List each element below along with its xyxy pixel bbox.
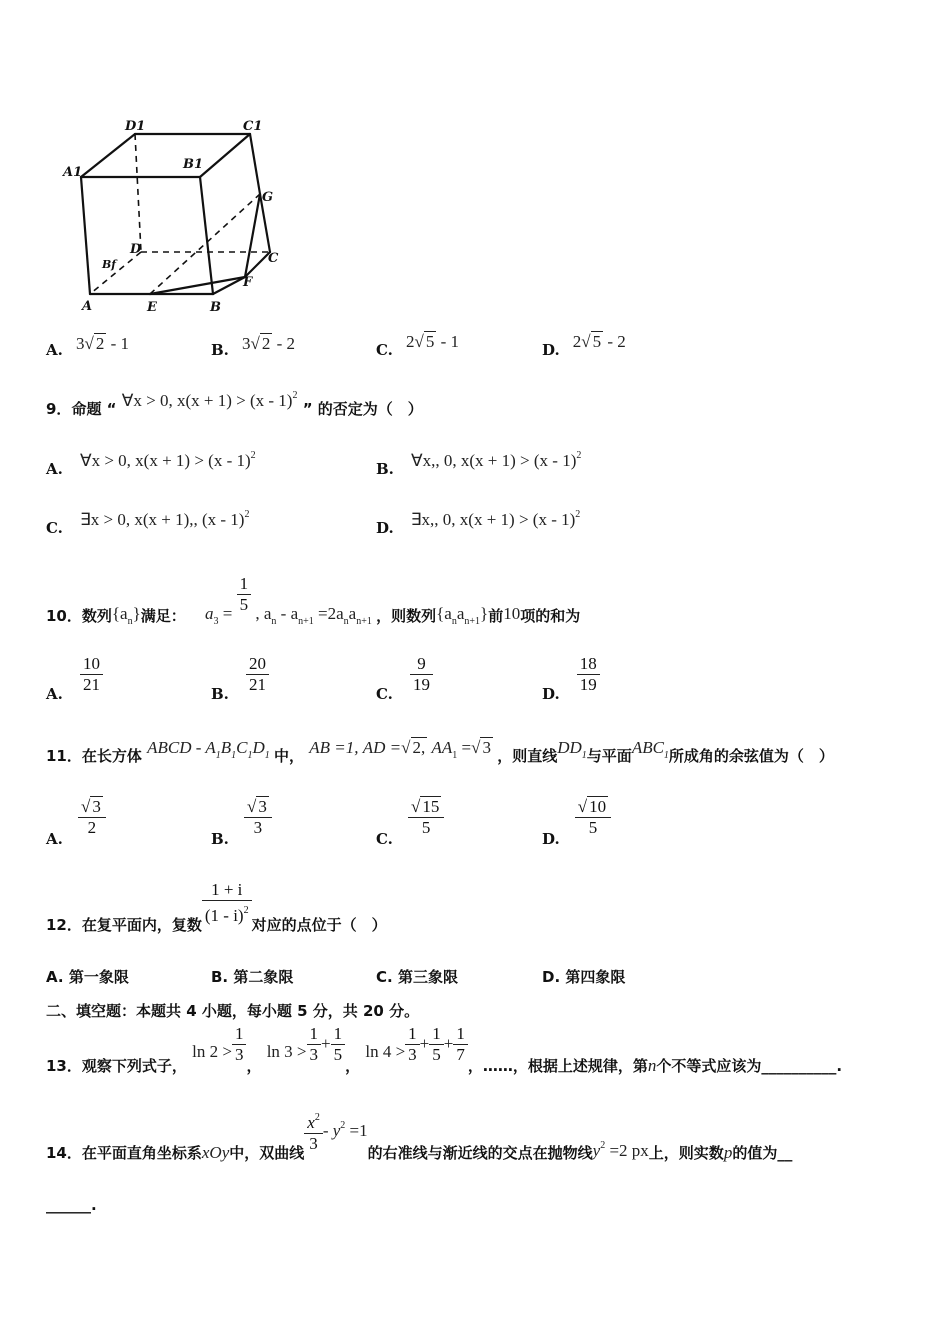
numerator: 1 <box>453 1024 468 1045</box>
radicand: 2, <box>412 738 426 757</box>
math: + <box>443 1034 454 1053</box>
option-letter: A. <box>46 968 64 986</box>
q11-option-d[interactable]: D. $\frac{√ 10}{5}$ <box>542 797 611 838</box>
text: 中，双曲线 <box>229 1143 305 1162</box>
denominator: 5 <box>432 1045 441 1064</box>
option-letter: A. <box>46 685 63 703</box>
label-g: G <box>262 190 274 205</box>
denominator: 2 <box>87 818 97 837</box>
text: . <box>836 1057 843 1075</box>
denominator: 3 <box>309 1134 318 1153</box>
sub: n+1 <box>298 616 314 627</box>
option-letter: D. <box>542 830 560 848</box>
text: 在长方体 <box>81 747 142 765</box>
q8-option-d[interactable]: D. 2√ 5 - 2 <box>542 332 626 359</box>
coef: 2 <box>572 332 582 351</box>
cuboid-figure <box>55 112 295 317</box>
text: 在平面直角坐标系 <box>81 1143 202 1162</box>
denominator: 3 <box>234 1045 244 1064</box>
coef: 3 <box>242 334 251 353</box>
sup: 2 <box>314 1112 320 1123</box>
math: p <box>723 1142 733 1162</box>
sup: 2 <box>243 905 249 916</box>
label-b1: B1 <box>183 157 204 172</box>
radicand: 3 <box>482 738 491 757</box>
radicand: 3 <box>258 797 267 816</box>
tail: - 2 <box>276 334 296 353</box>
text: ， <box>345 1057 361 1075</box>
sup: 2 <box>575 509 581 520</box>
option-letter: D. <box>542 685 560 703</box>
math: + <box>321 1034 331 1053</box>
option-letter: B. <box>376 460 394 478</box>
answer-blank[interactable]: 的值为__ <box>732 1143 793 1162</box>
math: AA <box>431 738 453 757</box>
sub: n <box>343 616 349 627</box>
math: D <box>252 738 265 757</box>
denominator: 5 <box>588 818 598 837</box>
label-a1: A1 <box>63 165 83 180</box>
question-number: 12． <box>46 915 82 934</box>
label-d1: D1 <box>125 119 146 134</box>
text: 与平面 <box>586 747 632 765</box>
text: 对应的点位于（ ） <box>251 915 387 934</box>
q10-option-a[interactable] <box>46 654 103 703</box>
label-c: C <box>268 251 279 266</box>
q10-option-c[interactable] <box>376 654 433 703</box>
label-f: F <box>243 275 253 290</box>
math: = <box>222 604 233 623</box>
q12-option-c[interactable] <box>376 966 458 987</box>
label-bf: Bf <box>102 258 117 271</box>
count: 10 <box>503 604 521 623</box>
expr: ∃x,, 0, x(x + 1) > (x - 1) <box>410 510 576 529</box>
option-letter: B. <box>211 341 229 359</box>
q12-option-a[interactable] <box>46 966 129 987</box>
numerator: 1 + i <box>202 880 252 901</box>
question-number: 13． <box>46 1057 82 1075</box>
sub: n <box>451 616 457 627</box>
option-letter: A. <box>46 341 63 359</box>
sub: 1 <box>215 750 221 761</box>
q9-option-c[interactable] <box>46 509 250 538</box>
text: 中， <box>274 747 305 765</box>
math: AB =1, <box>309 738 359 757</box>
numerator: x <box>307 1113 315 1132</box>
label-a: A <box>82 299 93 314</box>
q9-stem <box>46 390 423 419</box>
math: } <box>480 604 489 623</box>
math: =2a <box>318 604 344 623</box>
label-e: E <box>147 300 157 315</box>
section-title: 二、填空题：本题共 4 小题，每小题 5 分，共 20 分。 <box>46 1002 420 1020</box>
q10-option-d[interactable] <box>542 654 600 703</box>
sub: n+1 <box>356 616 372 627</box>
coef: 3 <box>75 334 85 353</box>
denominator: (1 - i) <box>204 906 244 925</box>
math: ln 4 > <box>365 1042 406 1061</box>
q12-option-b[interactable] <box>211 966 293 987</box>
text: 观察下列式子， <box>81 1057 187 1075</box>
q8-option-c[interactable]: C. 2√ 5 - 1 <box>376 332 460 359</box>
sup: 2 <box>244 509 250 520</box>
sub: 3 <box>213 616 219 627</box>
q9-option-a[interactable] <box>46 450 256 479</box>
math: DD <box>557 738 582 757</box>
math: a <box>205 604 214 623</box>
text: 上，则实数 <box>648 1143 724 1162</box>
numerator: 9 <box>417 654 426 673</box>
math: =2 px <box>609 1140 649 1160</box>
q9-prefix: 命题 “ <box>71 400 117 418</box>
q14-blank-line2[interactable]: ______. <box>46 1196 97 1214</box>
coef: 2 <box>406 332 415 351</box>
answer-blank[interactable]: __________ <box>761 1057 837 1075</box>
q11-option-b[interactable]: B. $\frac{√ 3}{3}$ <box>211 797 272 838</box>
option-letter: B. <box>211 968 229 986</box>
math: xOy <box>201 1142 230 1162</box>
math: a <box>348 604 357 623</box>
math: ln 3 > <box>266 1042 307 1061</box>
text: ，则数列 <box>376 607 437 625</box>
sub: n <box>127 616 133 627</box>
math: y <box>592 1140 601 1160</box>
text: ，……，根据上述规律，第 <box>467 1057 648 1075</box>
denominator: 21 <box>246 674 269 695</box>
option-letter: D. <box>542 968 561 986</box>
tail: - 1 <box>440 332 460 351</box>
math: n <box>647 1056 657 1075</box>
denominator: 3 <box>309 1045 318 1064</box>
option-letter: C. <box>376 685 393 703</box>
math: } <box>132 604 141 623</box>
text: 所成角的余弦值为（ ） <box>668 747 834 765</box>
text: 的右准线与渐近线的交点在抛物线 <box>367 1143 593 1162</box>
option-letter: C. <box>376 830 393 848</box>
radicand: 10 <box>589 797 607 816</box>
option-letter: D. <box>542 341 560 359</box>
label-c1: C1 <box>243 119 263 134</box>
denominator: 19 <box>410 674 433 695</box>
q8-option-a[interactable]: A. 3√ 2 - 1 <box>46 334 129 359</box>
radicand: 2 <box>261 334 271 353</box>
text: 数列 <box>81 607 112 625</box>
sub: n <box>271 616 277 627</box>
expr: ∀x,, 0, x(x + 1) > (x - 1) <box>411 451 577 470</box>
question-number: 14． <box>46 1143 82 1162</box>
q10-option-b[interactable] <box>211 654 269 703</box>
math: ln 2 > <box>192 1042 232 1061</box>
sub: 1 <box>452 750 458 761</box>
math: a <box>456 604 465 623</box>
question-number: 11． <box>46 747 82 765</box>
option-letter: C. <box>46 519 63 537</box>
expr: ∀x > 0, x(x + 1) > (x - 1) <box>79 451 251 470</box>
numerator: 10 <box>82 654 100 673</box>
option-letter: C. <box>376 968 393 986</box>
denominator: 7 <box>456 1045 465 1064</box>
text: 项的和为 <box>520 607 581 625</box>
option-letter: D. <box>376 519 394 537</box>
tail: - 2 <box>607 332 626 351</box>
option-letter: C. <box>376 341 393 359</box>
math: - a <box>280 604 299 623</box>
q11-option-c[interactable]: C. $\frac{√ 15}{5}$ <box>376 797 444 838</box>
text: 在复平面内，复数 <box>81 915 202 934</box>
q13-stem <box>46 1024 843 1075</box>
denominator: 5 <box>421 818 431 837</box>
option-letter: A. <box>46 460 63 478</box>
radicand: 2 <box>95 334 105 353</box>
math: = <box>461 738 472 757</box>
numerator: 1 <box>429 1024 444 1045</box>
math: C <box>236 738 248 757</box>
q12-stem <box>46 880 387 934</box>
text: ， <box>246 1057 262 1075</box>
numerator: 1 <box>307 1024 322 1045</box>
option-letter: B. <box>211 830 229 848</box>
sup: 2 <box>250 450 256 461</box>
question-number: 9． <box>46 400 72 418</box>
math: ABCD - A <box>147 738 216 757</box>
math: B <box>220 738 232 757</box>
radicand: 3 <box>92 797 101 816</box>
radicand: 5 <box>592 332 602 351</box>
radicand: 15 <box>422 797 440 816</box>
sub: 1 <box>264 750 270 761</box>
numerator: 1 <box>232 1024 247 1045</box>
numerator: 1 <box>405 1024 420 1045</box>
numerator: 20 <box>249 654 266 673</box>
denominator: 5 <box>239 595 249 614</box>
sub: n+1 <box>464 616 481 627</box>
sub: 1 <box>247 750 253 761</box>
math: {a <box>436 604 452 623</box>
q14-stem <box>46 1108 793 1162</box>
expr: ∃x > 0, x(x + 1),, (x - 1) <box>80 510 245 529</box>
text: 满足： <box>140 607 186 625</box>
math: + <box>419 1034 430 1053</box>
math: =1 <box>349 1120 368 1140</box>
tail: - 1 <box>110 334 129 353</box>
math: , a <box>255 604 272 623</box>
numerator: 18 <box>579 654 597 673</box>
q8-option-b[interactable]: B. 3√ 2 - 2 <box>211 334 296 359</box>
sub: 1 <box>581 750 587 761</box>
denominator: 21 <box>80 674 103 695</box>
text: 前 <box>488 607 504 625</box>
numerator: 1 <box>331 1024 346 1045</box>
sup: 2 <box>292 390 298 401</box>
math: {a <box>111 604 128 623</box>
numerator: 1 <box>237 574 252 595</box>
question-number: 10． <box>46 607 82 625</box>
text: 个不等式应该为 <box>656 1057 762 1075</box>
option-text: 第三象限 <box>397 968 458 986</box>
q9-statement: ∀x > 0, x(x + 1) > (x - 1) <box>121 391 293 410</box>
q12-option-d[interactable] <box>542 966 625 987</box>
q11-option-a[interactable]: A. $\frac{√ 3}{2}$ <box>46 797 106 838</box>
denominator: 19 <box>577 674 600 695</box>
sup: 2 <box>340 1119 346 1131</box>
math: ABC <box>631 738 664 757</box>
q10-stem <box>46 574 581 627</box>
option-text: 第一象限 <box>68 968 129 986</box>
math: AD = <box>362 738 402 757</box>
label-d: D <box>130 242 142 257</box>
radicand: 5 <box>425 332 435 351</box>
q11-stem: 11．在长方体 ABCD - $A_1B_1C_1D_1$ 中， AB =1, AD =√ 2, $AA_1$ =√ 3 ，则直线$DD_1$与平面$ABC_1$所成角的余弦值为（ ） <box>46 738 834 765</box>
sup: 2 <box>600 1139 606 1151</box>
math: - y <box>322 1120 341 1140</box>
option-letter: A. <box>46 830 63 848</box>
sup: 2 <box>576 450 582 461</box>
option-text: 第四象限 <box>565 968 626 986</box>
option-letter: B. <box>211 685 229 703</box>
q9-option-d[interactable] <box>376 509 581 538</box>
q9-suffix: ” 的否定为（ ） <box>302 400 423 418</box>
sub: 1 <box>663 750 669 761</box>
option-text: 第二象限 <box>233 968 294 986</box>
q9-option-b[interactable] <box>376 450 582 479</box>
denominator: 3 <box>408 1045 417 1064</box>
denominator: 5 <box>333 1045 343 1064</box>
sub: 1 <box>231 750 237 761</box>
text: ，则直线 <box>497 747 558 765</box>
denominator: 3 <box>253 818 263 837</box>
label-b: B <box>210 300 221 315</box>
